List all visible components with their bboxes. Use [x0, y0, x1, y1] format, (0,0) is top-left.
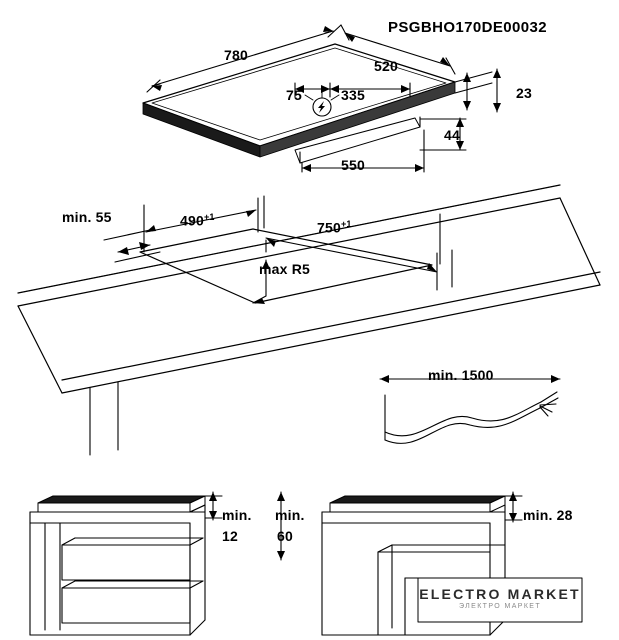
dimension-min-rear-55: min. 55	[62, 209, 112, 225]
dimension-box-width-550: 550	[341, 157, 365, 173]
dimension-thickness-23: 23	[516, 85, 532, 101]
dimension-depth-520: 520	[374, 58, 398, 74]
dimension-cutout-depth-490: $490^{+1}$	[180, 212, 215, 229]
dimension-connector-offset-75: 75	[286, 87, 302, 103]
dimension-min-value-60: 60	[277, 528, 293, 544]
dimension-cable-min-1500: min. 1500	[428, 367, 494, 383]
dimension-min-28: min. 28	[523, 507, 573, 523]
drawing-code: PSGBHO170DE00032	[388, 19, 547, 36]
watermark-title: ELECTRO MARKET	[419, 586, 581, 602]
dimension-box-depth-44: 44	[444, 127, 460, 143]
dimension-connector-span-335: 335	[341, 87, 365, 103]
dimension-width-780: 780	[224, 47, 248, 63]
tolerance-sup: +1	[340, 219, 352, 229]
tolerance-sup: +1	[203, 212, 215, 222]
dimension-min-value-12: 12	[222, 528, 238, 544]
watermark-subtitle: ЭЛЕКТРО МАРКЕТ	[458, 603, 542, 610]
dimension-cutout-width-750: $750^{+1}$	[317, 219, 352, 236]
dimension-corner-radius-maxr5: max R5	[259, 261, 311, 277]
dimension-min-label-60: min.	[275, 507, 305, 523]
watermark	[418, 586, 582, 610]
dimension-min-label-12: min.	[222, 507, 252, 523]
